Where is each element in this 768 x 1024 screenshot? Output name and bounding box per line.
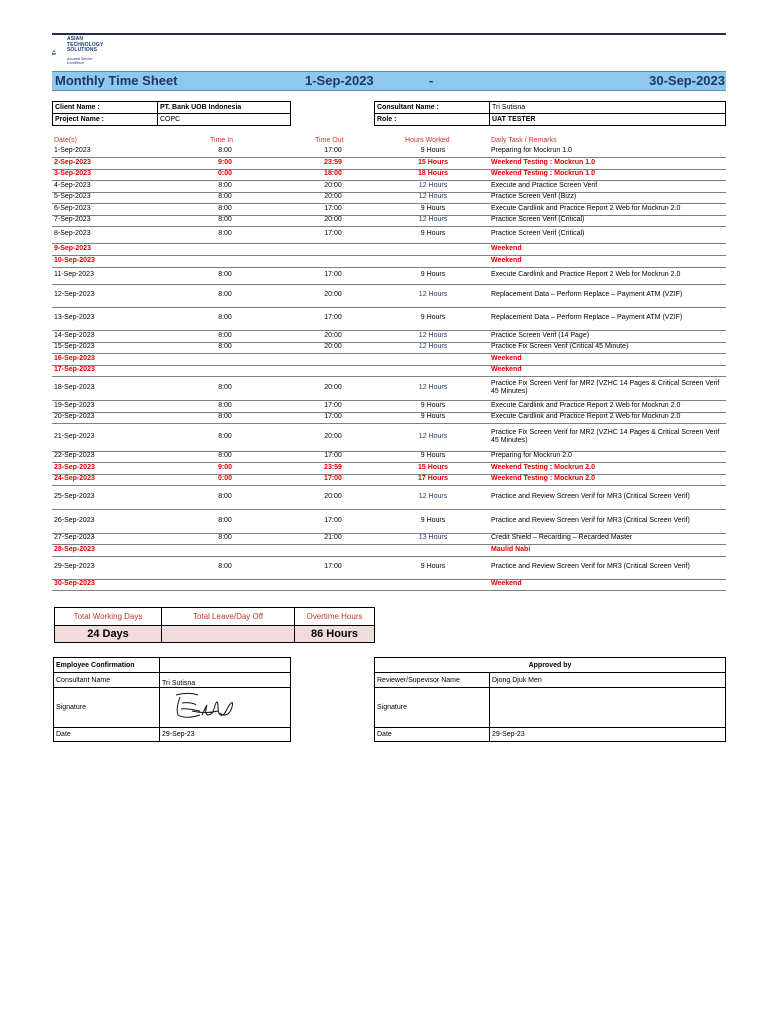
row-time-in: 9:00	[217, 158, 232, 166]
row-date: 18-Sep-2023	[54, 383, 95, 391]
row-date: 29-Sep-2023	[54, 563, 95, 570]
row-time-out: 17:00	[324, 413, 342, 420]
row-task: Execute and Practice Screen Verif	[491, 181, 598, 189]
row-time-in: 8:00	[218, 271, 232, 278]
row-date: 28-Sep-2023	[54, 545, 95, 553]
row-task: Preparing for Mockrun 1.0	[491, 146, 572, 154]
row-time-out: 17:00	[324, 271, 342, 278]
page-title: Monthly Time Sheet	[55, 73, 178, 88]
employee-confirmation-table	[53, 657, 291, 742]
row-hours: 9 Hours	[420, 401, 446, 409]
row-time-out: 20:00	[324, 343, 342, 350]
row-hours: 9 Hours	[420, 563, 446, 570]
row-hours: 12 Hours	[418, 193, 448, 200]
row-time-in: 0:00	[217, 475, 232, 482]
row-date: 21-Sep-2023	[54, 432, 95, 440]
row-date: 4-Sep-2023	[54, 181, 91, 189]
ats-logo-icon	[52, 37, 68, 69]
summary-working-value: 24 Days	[55, 626, 162, 643]
row-hours: 9 Hours	[420, 516, 446, 524]
row-time-in: 8:00	[218, 343, 232, 350]
row-date: 3-Sep-2023	[54, 170, 91, 177]
col-header-task: Daily Task / Remarks	[491, 137, 557, 144]
employee-date-value: 29-Sep-23	[160, 728, 291, 742]
row-hours: 12 Hours	[418, 331, 448, 339]
row-task: Practice Screen Verif (14 Page)	[491, 331, 590, 339]
handwritten-signature	[162, 689, 242, 725]
row-task: Weekend	[491, 354, 522, 362]
row-hours: 9 Hours	[420, 204, 446, 212]
row-task: Weekend	[491, 366, 522, 373]
role-label: Role :	[375, 114, 490, 126]
row-task: Practice Fix Screen Verif for MR2 (VZHC 14 Pages & Critical Screen Verif 45 Minutes)	[491, 428, 720, 444]
row-hours: 9 Hours	[420, 146, 446, 154]
row-date: 13-Sep-2023	[54, 314, 95, 321]
row-date: 2-Sep-2023	[54, 158, 91, 166]
row-time-in: 8:00	[218, 193, 232, 200]
row-task: Practice Screen Verif (Critical)	[491, 230, 585, 237]
row-time-out: 20:00	[324, 432, 342, 440]
row-time-in: 8:00	[218, 413, 232, 420]
row-time-in: 8:00	[218, 146, 232, 154]
period-end: 30-Sep-2023	[649, 73, 725, 88]
row-hours: 12 Hours	[418, 343, 448, 350]
summary-working-label: Total Working Days	[55, 608, 162, 626]
row-task: Weekend	[491, 244, 522, 252]
row-time-in: 8:00	[218, 534, 232, 541]
title-bar	[52, 71, 726, 91]
row-date: 16-Sep-2023	[54, 354, 95, 362]
row-time-out: 21:00	[324, 534, 342, 541]
row-hours: 15 Hours	[418, 158, 448, 166]
row-task: Weekend	[491, 580, 522, 587]
table-row	[52, 509, 726, 534]
row-date: 20-Sep-2023	[54, 413, 95, 420]
row-task: Practice and Review Screen Verif for MR3 (Critical Screen Verif)	[491, 492, 690, 500]
row-hours: 9 Hours	[420, 452, 446, 459]
row-date: 26-Sep-2023	[54, 516, 95, 524]
row-time-in: 8:00	[218, 181, 232, 189]
row-task: Weekend Testing : Mockrun 2.0	[491, 475, 595, 482]
row-time-out: 20:00	[324, 331, 342, 339]
approval-heading: Approved by	[375, 658, 726, 673]
row-time-in: 8:00	[218, 563, 232, 570]
row-time-in: 8:00	[218, 383, 232, 391]
row-task: Credit Shield – Recarding – Recarded Master	[491, 534, 633, 541]
row-date: 24-Sep-2023	[54, 475, 95, 482]
consultant-info-table	[374, 101, 726, 126]
col-header-date: Date(s)	[54, 137, 77, 144]
row-date: 23-Sep-2023	[54, 463, 95, 471]
row-time-out: 17:00	[324, 146, 342, 154]
row-time-out: 23:59	[324, 463, 342, 471]
row-date: 11-Sep-2023	[54, 271, 94, 278]
row-time-out: 20:00	[324, 216, 342, 223]
row-date: 1-Sep-2023	[54, 146, 91, 154]
row-date: 15-Sep-2023	[54, 343, 95, 350]
employee-heading: Employee Confirmation	[54, 658, 160, 673]
row-hours: 15 Hours	[418, 463, 448, 471]
row-time-in: 8:00	[218, 204, 232, 212]
row-hours: 9 Hours	[420, 230, 446, 237]
row-time-out: 17:00	[324, 452, 342, 459]
row-task: Practice and Review Screen Verif for MR3 (Critical Screen Verif)	[491, 563, 690, 570]
consultant-label: Consultant Name :	[375, 102, 490, 114]
project-value: COPC	[158, 114, 291, 126]
employee-signature-label: Signature	[54, 688, 160, 728]
row-hours: 12 Hours	[418, 216, 448, 223]
table-row	[52, 267, 726, 285]
row-hours: 9 Hours	[420, 271, 446, 278]
row-task: Execute Cardlink and Practice Report 2 Web for Mockrun 2.0	[491, 413, 681, 420]
row-time-in: 8:00	[218, 230, 232, 237]
period-separator: -	[429, 73, 434, 88]
table-row	[52, 556, 726, 580]
row-date: 12-Sep-2023	[54, 291, 95, 298]
table-row	[52, 485, 726, 510]
row-hours: 12 Hours	[418, 291, 448, 298]
row-time-out: 17:00	[324, 401, 342, 409]
row-time-out: 17:00	[324, 475, 342, 482]
row-date: 22-Sep-2023	[54, 452, 95, 459]
row-time-in: 8:00	[218, 314, 232, 321]
company-tagline: Assured Service Excellence	[67, 57, 93, 65]
client-info-table	[52, 101, 291, 126]
row-time-in: 8:00	[218, 516, 232, 524]
row-date: 25-Sep-2023	[54, 492, 95, 500]
row-date: 14-Sep-2023	[54, 331, 95, 339]
summary-table	[54, 607, 375, 643]
consultant-value: Tri Sutisna	[490, 102, 726, 114]
row-time-out: 17:00	[324, 516, 342, 524]
row-hours: 12 Hours	[418, 432, 448, 440]
row-task: Practice Screen Verif (Bizz)	[491, 193, 577, 200]
row-time-out: 20:00	[324, 492, 342, 500]
row-date: 19-Sep-2023	[54, 401, 95, 409]
row-task: Weekend Testing : Mockrun 1.0	[491, 158, 595, 166]
row-date: 8-Sep-2023	[54, 230, 91, 237]
approver-signature-cell	[490, 688, 726, 728]
row-task: Preparing for Mockrun 2.0	[491, 452, 572, 459]
row-task: Weekend	[491, 256, 522, 264]
row-date: 6-Sep-2023	[54, 204, 91, 212]
row-task: Weekend Testing : Mockrun 2.0	[491, 463, 595, 471]
row-time-out: 20:00	[324, 383, 342, 391]
row-task: Execute Cardlink and Practice Report 2 Web for Mockrun 2.0	[491, 271, 681, 278]
col-header-hours: Hours Worked	[405, 137, 450, 144]
row-time-in: 0:00	[217, 170, 232, 177]
row-task: Practice Fix Screen Verif (Critical 45 Minute)	[491, 343, 629, 350]
table-row	[52, 284, 726, 308]
row-time-in: 8:00	[218, 492, 232, 500]
approver-signature-label: Signature	[375, 688, 490, 728]
row-time-out: 23:59	[324, 158, 342, 166]
client-label: Client Name :	[53, 102, 158, 114]
row-hours: 12 Hours	[418, 492, 448, 500]
table-row	[52, 307, 726, 331]
row-time-in: 8:00	[218, 452, 232, 459]
row-time-in: 8:00	[218, 216, 232, 223]
row-hours: 12 Hours	[418, 383, 448, 391]
summary-leave-label: Total Leave/Day Off	[162, 608, 295, 626]
row-hours: 9 Hours	[420, 413, 446, 420]
row-time-in: 9:00	[217, 463, 232, 471]
row-task: Execute Cardlink and Practice Report 2 Web for Mockrun 2.0	[491, 204, 681, 212]
row-time-out: 20:00	[324, 193, 342, 200]
row-date: 27-Sep-2023	[54, 534, 95, 541]
row-time-in: 8:00	[218, 432, 232, 440]
period-start: 1-Sep-2023	[305, 73, 374, 88]
row-task: Replacement Data – Perform Replace – Payment ATM (VZIF)	[491, 291, 683, 298]
approver-name-value: Djong Djuk Men	[490, 673, 726, 688]
approver-date-label: Date	[375, 728, 490, 742]
summary-leave-value	[162, 626, 295, 643]
row-task: Execute Cardlink and Practice Report 2 Web for Mockrun 2.0	[491, 401, 681, 409]
table-row	[52, 226, 726, 244]
row-task: Practice Screen Verif (Critical)	[491, 216, 585, 223]
row-time-in: 8:00	[218, 401, 232, 409]
employee-name-value: Tri Sutisna	[160, 673, 291, 688]
row-task: Weekend Testing : Mockrun 1.0	[491, 170, 595, 177]
row-hours: 17 Hours	[418, 475, 448, 482]
row-date: 7-Sep-2023	[54, 216, 91, 223]
col-header-time-out: Time Out	[315, 137, 344, 144]
row-time-out: 20:00	[324, 181, 342, 189]
row-hours: 9 Hours	[420, 314, 446, 321]
row-time-out: 17:00	[324, 563, 342, 570]
row-date: 17-Sep-2023	[54, 366, 95, 373]
employee-date-label: Date	[54, 728, 160, 742]
client-value: PT. Bank UOB Indonesia	[158, 102, 291, 114]
row-time-out: 17:00	[324, 314, 342, 321]
col-header-time-in: Time In	[210, 137, 234, 144]
project-label: Project Name :	[53, 114, 158, 126]
table-row	[52, 423, 726, 452]
row-time-out: 17:00	[324, 204, 342, 212]
table-row	[52, 579, 726, 591]
row-date: 9-Sep-2023	[54, 244, 91, 252]
row-date: 10-Sep-2023	[54, 256, 95, 264]
row-hours: 13 Hours	[418, 534, 448, 541]
row-time-out: 18:00	[324, 170, 342, 177]
top-rule	[52, 33, 726, 35]
row-time-out: 17:00	[324, 230, 342, 237]
employee-signature-cell	[160, 688, 291, 728]
row-task: Practice Fix Screen Verif for MR2 (VZHC 14 Pages & Critical Screen Verif 45 Minutes)	[491, 379, 720, 395]
approver-name-label: Reviewer/Supevisor Name	[375, 673, 490, 688]
company-name: ASIAN TECHNOLOGY SOLUTIONS	[67, 36, 104, 53]
row-date: 30-Sep-2023	[54, 580, 95, 587]
row-date: 5-Sep-2023	[54, 193, 91, 200]
row-hours: 12 Hours	[418, 181, 448, 189]
row-time-in: 8:00	[218, 331, 232, 339]
row-task: Practice and Review Screen Verif for MR3 (Critical Screen Verif)	[491, 516, 690, 524]
summary-overtime-label: Overtime Hours	[295, 608, 375, 626]
row-time-out: 20:00	[324, 291, 342, 298]
table-row	[52, 376, 726, 401]
summary-overtime-value: 86 Hours	[295, 626, 375, 643]
logo-abbr: ATS	[52, 54, 55, 56]
approver-date-value: 29-Sep-23	[490, 728, 726, 742]
row-hours: 18 Hours	[418, 170, 448, 177]
approval-table	[374, 657, 726, 742]
row-time-in: 8:00	[218, 291, 232, 298]
role-value: UAT TESTER	[490, 114, 726, 126]
row-task: Maulid Nabi	[491, 545, 531, 553]
row-task: Replacement Data – Perform Replace – Payment ATM (VZIF)	[491, 314, 683, 321]
employee-name-label: Consultant Name	[54, 673, 160, 688]
